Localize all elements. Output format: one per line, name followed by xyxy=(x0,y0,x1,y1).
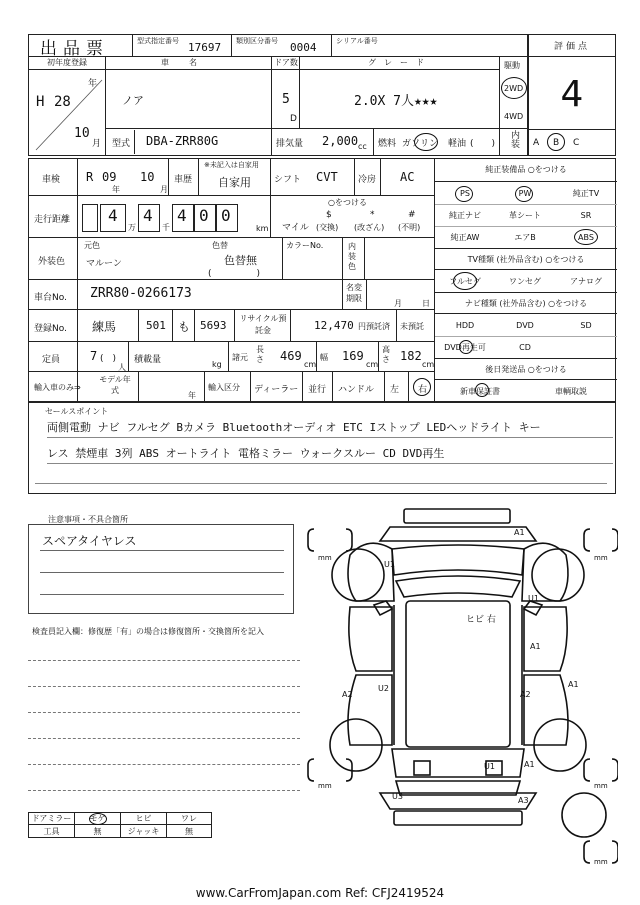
divider xyxy=(408,372,409,402)
recycle-label: リサイクル預託金 xyxy=(239,314,287,335)
period-month: 月 xyxy=(394,299,402,308)
rear-bumper-lower xyxy=(394,811,522,825)
divider xyxy=(134,130,135,154)
inspection-era: R xyxy=(86,170,94,184)
fuel-paren: ( ) xyxy=(470,139,496,149)
damage-mark: A1 xyxy=(524,760,535,769)
tv-title: TV種類 (社外品含む) ○をつける xyxy=(435,248,617,270)
divider xyxy=(40,594,284,595)
divider xyxy=(172,310,173,342)
displacement-cell xyxy=(272,128,374,156)
windshield xyxy=(396,576,520,597)
circle-mark xyxy=(459,340,473,354)
dotted-line xyxy=(28,686,300,687)
inspection-label: 車検 xyxy=(42,175,61,185)
divider xyxy=(354,158,355,196)
damage-mark: U2 xyxy=(378,684,389,693)
tire-bracket xyxy=(308,759,314,781)
misc-moge: モゲ xyxy=(75,813,121,825)
width-value: 169 xyxy=(342,349,364,363)
circle-mark xyxy=(501,77,527,99)
first-reg-era: H xyxy=(36,94,45,110)
mileage-exchange-sub: (交換) xyxy=(316,223,339,232)
tire-bracket xyxy=(308,529,314,551)
color-row xyxy=(28,238,434,280)
dealer-option: ディーラー xyxy=(254,385,299,395)
divider xyxy=(316,342,317,372)
damage-mark: U1 xyxy=(484,762,495,771)
tire-bracket xyxy=(612,759,618,781)
mileage-row xyxy=(28,196,434,238)
chassis-row xyxy=(28,280,434,310)
capacity-value: 7 xyxy=(90,349,98,363)
tv-analog: アナログ xyxy=(570,276,602,286)
model-label: 型式 xyxy=(112,139,131,149)
period-label: 名変期限 xyxy=(346,283,362,303)
load-unit: kg xyxy=(212,360,222,369)
rear-right-door xyxy=(524,675,568,745)
sales-points-label: セールスポイント xyxy=(45,407,109,416)
page-title: 出品票 xyxy=(40,39,109,59)
dotted-line xyxy=(28,790,300,791)
hood xyxy=(392,545,524,575)
category-cell xyxy=(232,34,332,56)
damage-mark: A1 xyxy=(514,528,525,537)
interior-b: B xyxy=(553,138,560,148)
divider xyxy=(198,158,199,196)
tire-bracket xyxy=(584,529,590,551)
handle-left: 左 xyxy=(390,385,400,395)
recycle-status: 未預託 xyxy=(400,322,424,331)
front-bumper-lower xyxy=(380,527,536,541)
circle-mark xyxy=(547,133,565,151)
recycle-unit: 円預託済 xyxy=(358,322,390,331)
divider xyxy=(364,238,365,280)
capacity-label: 定員 xyxy=(42,355,61,365)
divider xyxy=(302,372,303,402)
displacement-unit: cc xyxy=(358,142,367,151)
rear-lamp-left xyxy=(414,761,430,775)
tire-unit: mm xyxy=(594,554,608,562)
notes-block xyxy=(28,512,300,612)
dim-unit: cm xyxy=(422,360,435,369)
equip-tv: 純正TV xyxy=(572,188,600,198)
score-block xyxy=(528,34,616,156)
misc-jack: ジャッキ xyxy=(121,825,167,837)
serial-cell xyxy=(332,34,528,56)
drive-label: 駆動 xyxy=(504,61,520,70)
mileage-label: 走行距離 xyxy=(34,215,71,225)
grade-cell xyxy=(300,56,500,128)
registration-class: 501 xyxy=(146,319,166,332)
docs-manual: 車輌取説 xyxy=(555,386,587,396)
equip-abs: ABS xyxy=(578,232,594,242)
first-reg-month: 10 xyxy=(74,126,90,141)
width-label: 幅 xyxy=(320,353,328,362)
circle-mark xyxy=(89,813,107,825)
interior-c: C xyxy=(573,138,580,148)
navi-dvd: DVD xyxy=(516,320,534,330)
tv-fullseg: フルセグ xyxy=(449,276,481,286)
first-reg-label: 初年度登録 xyxy=(28,57,106,70)
car-name-value: ノア xyxy=(122,94,144,107)
chassis-value: ZRR80-0266173 xyxy=(90,286,192,301)
period-day: 日 xyxy=(422,299,430,308)
digit-box xyxy=(82,204,98,232)
divider xyxy=(332,372,333,402)
equip-airbag: エアB xyxy=(514,232,536,242)
damage-mark: A1 xyxy=(530,642,541,651)
import-class-label: 輸入区分 xyxy=(208,383,240,392)
sales-points-line1: 両側電動 ナビ フルセグ Bカメラ Bluetoothオーディオ ETC Iストップ LEDヘッドライト キー xyxy=(47,419,613,438)
car-name-cell xyxy=(106,56,272,128)
color-code-label: カラーNo. xyxy=(286,241,324,250)
tire-bracket xyxy=(584,759,590,781)
mileage-digit: 0 xyxy=(199,206,209,225)
sales-points-line2: レス 禁煙車 3列 ABS オートライト 電格ミラー ウォークスルー CD DVD再生 xyxy=(47,445,613,464)
doors-value: 5 xyxy=(282,92,290,107)
model-cell xyxy=(106,128,272,156)
circle-mark xyxy=(515,186,533,202)
import-row xyxy=(28,372,434,402)
grade-label: グレード xyxy=(300,57,500,70)
displacement-label: 排気量 xyxy=(276,139,304,149)
model-value: DBA-ZRR80G xyxy=(146,134,219,148)
parallel-option: 並行 xyxy=(308,385,327,395)
month-unit: 月 xyxy=(160,185,168,194)
front-right-door xyxy=(524,607,567,671)
navi-dvd-play: DVD再生可 xyxy=(444,342,486,352)
docs-warranty: 新車保証書 xyxy=(460,386,500,396)
registration-number: 5693 xyxy=(200,319,227,332)
dotted-line xyxy=(28,712,300,713)
divider xyxy=(194,310,195,342)
misc-door-mirror: ドアミラー xyxy=(29,813,75,825)
inspection-row xyxy=(28,158,434,196)
navi-sd: SD xyxy=(580,320,592,330)
dotted-line xyxy=(28,738,300,739)
usage-label: 車歴 xyxy=(174,175,193,185)
doors-cell xyxy=(272,56,300,128)
load-label: 積載量 xyxy=(134,355,162,365)
mileage-exchange: $ xyxy=(326,210,332,220)
tire-unit: mm xyxy=(318,554,332,562)
front-left-wheel xyxy=(332,549,384,601)
first-reg-year: 28 xyxy=(54,94,71,110)
drive-4wd: 4WD xyxy=(504,112,524,121)
divider xyxy=(40,550,284,551)
equip-navi: 純正ナビ xyxy=(449,210,481,220)
ac-label: 冷房 xyxy=(358,175,377,185)
mileage-digit: 4 xyxy=(177,206,187,225)
model-code-label: 型式指定番号 xyxy=(137,37,179,45)
front-bumper xyxy=(404,509,510,523)
rear-window xyxy=(392,749,524,777)
equip-ps: PS xyxy=(460,188,470,198)
front-right-wheel xyxy=(532,549,584,601)
tire-unit: mm xyxy=(594,858,608,866)
fuel-label: 燃料 xyxy=(378,139,397,149)
equip-aw: 純正AW xyxy=(450,232,480,242)
circle-mark xyxy=(455,186,473,202)
divider xyxy=(35,483,607,484)
handle-label: ハンドル xyxy=(338,385,375,395)
displacement-value: 2,000 xyxy=(322,134,359,148)
registration-row xyxy=(28,310,434,342)
misc-table xyxy=(28,812,212,838)
equipment-panel xyxy=(434,158,616,402)
divider xyxy=(380,158,381,196)
length-value: 469 xyxy=(280,349,302,363)
spare-tire xyxy=(562,793,606,837)
divider xyxy=(204,372,205,402)
navi-cd: CD xyxy=(519,342,531,352)
mileage-altered: * xyxy=(370,210,375,220)
misc-ware: ワレ xyxy=(167,813,211,825)
interior-label-cell xyxy=(500,128,528,156)
doors-sub: D xyxy=(290,114,297,124)
equip-sr: SR xyxy=(580,210,592,220)
damage-mark: U1 xyxy=(384,560,395,569)
tire-bracket xyxy=(584,841,590,863)
divider xyxy=(234,310,235,342)
mileage-digit: 0 xyxy=(221,206,231,225)
divider xyxy=(270,158,271,196)
divider xyxy=(270,196,271,238)
divider xyxy=(282,238,283,280)
dotted-line xyxy=(28,764,300,765)
mileage-digit: 4 xyxy=(143,206,153,225)
usage-note: ※未記入は自家用 xyxy=(204,161,259,169)
year-unit: 年 xyxy=(88,79,98,89)
divider xyxy=(228,342,229,372)
divider xyxy=(342,280,343,310)
registration-kana: も xyxy=(178,320,191,334)
grade-value: 2.0X 7人★★★ xyxy=(354,94,438,109)
year-unit: 年 xyxy=(188,391,196,400)
divider xyxy=(40,572,284,573)
divider xyxy=(342,238,343,280)
mileage-unknown-sub: (不明) xyxy=(398,223,421,232)
circle-mark xyxy=(413,378,431,396)
tire-unit: mm xyxy=(594,782,608,790)
import-label: 輸入車のみ⇒ xyxy=(34,383,81,392)
year-unit: 年 xyxy=(112,185,120,194)
height-label: 高さ xyxy=(382,345,390,364)
first-reg-cell xyxy=(28,56,106,156)
footer-watermark: www.CarFromJapan.com Ref: CFJ2419524 xyxy=(195,886,445,900)
tire-bracket xyxy=(346,529,352,551)
mileage-digit: 4 xyxy=(108,206,118,225)
repaint-label: 色替 xyxy=(212,241,228,250)
sen-unit: 千 xyxy=(162,223,170,232)
color-label: 外装色 xyxy=(38,257,66,267)
mileage-mile: マイル xyxy=(282,223,309,233)
damage-mark: A2 xyxy=(520,690,531,699)
shift-value: CVT xyxy=(316,170,338,184)
length-label: 長さ xyxy=(256,345,264,364)
damage-mark: U1 xyxy=(528,594,539,603)
height-value: 182 xyxy=(400,349,422,363)
mileage-altered-sub: (改ざん) xyxy=(354,223,385,232)
divider xyxy=(128,342,129,372)
circle-mark xyxy=(414,133,438,151)
circle-mark xyxy=(475,383,489,397)
mileage-unknown: # xyxy=(408,210,416,220)
damage-mark: ヒビ 右 xyxy=(466,615,496,625)
damage-mark: A1 xyxy=(568,680,579,689)
tire-unit: mm xyxy=(318,782,332,790)
divider xyxy=(366,280,367,310)
navi-hdd: HDD xyxy=(455,320,475,330)
score-value: 4 xyxy=(560,73,584,115)
orig-color-label: 元色 xyxy=(84,241,100,250)
model-year-label: モデル年式 xyxy=(99,375,131,395)
interior-color-label: 内装色 xyxy=(348,242,356,271)
divider xyxy=(290,310,291,342)
divider xyxy=(378,342,379,372)
model-code-value: 17697 xyxy=(188,41,222,54)
fuel-diesel: 軽油 xyxy=(448,139,467,149)
tv-oneseg: ワンセグ xyxy=(509,276,541,286)
damage-mark: A2 xyxy=(342,690,353,699)
tire-bracket xyxy=(612,529,618,551)
navi-title: ナビ種類 (社外品含む) ○をつける xyxy=(435,292,617,314)
divider xyxy=(138,372,139,402)
equip-leather: 革シート xyxy=(509,210,541,220)
dims-label: 諸元 xyxy=(232,353,248,362)
capacity-unit: 人 xyxy=(118,363,126,372)
misc-tools: 工具 xyxy=(29,825,75,837)
damage-mark: A3 xyxy=(518,796,529,805)
km-unit: km xyxy=(256,224,269,233)
inspector-label: 検査員記入欄：修復歴「有」の場合は修復箇所・交換箇所を記入 xyxy=(32,627,264,636)
chassis-label: 車台No. xyxy=(34,293,67,303)
divider xyxy=(138,310,139,342)
front-left-door xyxy=(349,607,392,671)
handle-right: 右 xyxy=(418,385,428,395)
score-label: 評価点 xyxy=(529,35,615,57)
dotted-line xyxy=(28,660,300,661)
divider xyxy=(396,310,397,342)
divider xyxy=(168,158,169,196)
category-label: 類別区分番号 xyxy=(236,37,278,45)
circle-mark xyxy=(453,272,477,290)
capacity-row xyxy=(28,342,434,372)
serial-label: シリアル番号 xyxy=(336,37,378,45)
ac-value: AC xyxy=(400,170,415,184)
car-name-label: 車名 xyxy=(106,57,272,70)
damage-mark: U3 xyxy=(392,792,403,801)
repaint-value: 色替無 xyxy=(224,254,257,267)
usage-value: 自家用 xyxy=(218,176,251,189)
dim-unit: cm xyxy=(366,360,379,369)
interior-a: A xyxy=(533,138,540,148)
interior-label: 内装 xyxy=(509,130,519,148)
drive-2wd: 2WD xyxy=(504,84,524,93)
registration-place: 練馬 xyxy=(92,320,117,334)
registration-label: 登録No. xyxy=(34,324,67,334)
model-code-cell xyxy=(132,34,232,56)
drive-cell xyxy=(500,56,528,128)
misc-tools-value: 無 xyxy=(75,825,121,837)
misc-jack-value: 無 xyxy=(185,826,193,836)
right-mirror xyxy=(524,601,542,615)
fuel-cell xyxy=(374,128,500,156)
equipment-title: 純正装備品 ○をつける xyxy=(435,158,617,182)
left-mirror xyxy=(374,601,392,615)
sales-points-block xyxy=(28,402,616,494)
interior-options xyxy=(529,129,615,155)
category-value: 0004 xyxy=(290,41,317,54)
digit-box xyxy=(100,204,126,232)
orig-color-value: マルーン xyxy=(86,259,122,269)
inspection-month: 10 xyxy=(140,170,155,184)
recycle-value: 12,470 xyxy=(314,319,354,332)
fuel-gasoline: ガソリン xyxy=(402,139,439,149)
dim-unit: cm xyxy=(304,360,317,369)
divider xyxy=(384,372,385,402)
misc-hibi: ヒビ xyxy=(121,813,167,825)
month-unit: 月 xyxy=(92,139,102,149)
notes-line1: スペアタイヤレス xyxy=(42,534,137,548)
equip-pw: PW xyxy=(518,188,532,198)
shift-label: シフト xyxy=(274,175,302,185)
docs-title: 後日発送品 ○をつける xyxy=(435,358,617,380)
mileage-note: ○をつける xyxy=(328,198,367,207)
capacity-paren: ( ) xyxy=(100,354,117,364)
tire-bracket xyxy=(612,841,618,863)
repaint-paren: ( ) xyxy=(208,269,261,279)
divider xyxy=(250,372,251,402)
doors-label: ドア数 xyxy=(272,57,300,70)
notes-label: 注意事項・不具合箇所 xyxy=(48,515,128,524)
inspection-year: 09 xyxy=(102,170,117,184)
circle-mark xyxy=(574,229,598,245)
man-unit: 万 xyxy=(128,223,136,232)
